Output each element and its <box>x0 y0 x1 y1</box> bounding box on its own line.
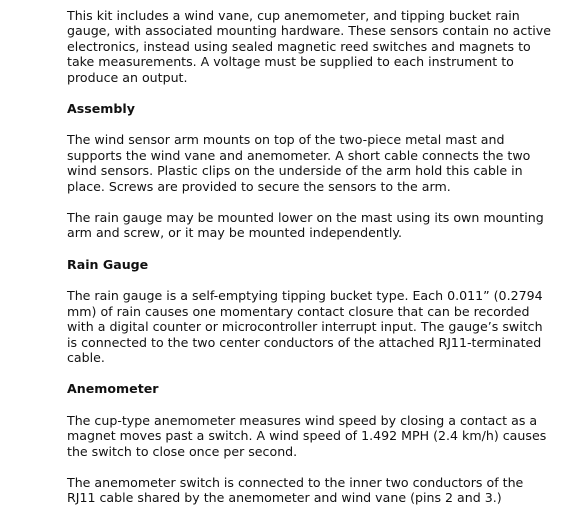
document-page <box>67 8 553 522</box>
intro-paragraph: This kit includes a wind vane, cup anemometer, and tipping bucket rain gauge, with associated mounting hardware. These sensors contain no active electronics, instead using sealed magnetic reed switches and magnets to take measurements. A voltage must be supplied to each instrument to produce an output. <box>67 8 551 85</box>
anemometer-paragraph-1: The cup-type anemometer measures wind speed by closing a contact as a magnet moves past a switch. A wind speed of 1.492 MPH (2.4 km/h) causes the switch to close once per second. <box>67 412 547 459</box>
assembly-heading: Assembly <box>67 101 135 117</box>
assembly-paragraph-2: The rain gauge may be mounted lower on the mast using its own mounting arm and screw, or it may be mounted independently. <box>67 210 544 241</box>
rain-gauge-heading: Rain Gauge <box>67 256 149 272</box>
assembly-paragraph-1: The wind sensor arm mounts on top of the two-piece metal mast and supports the wind vane and anemometer. A short cable connects the two wind sensors. Plastic clips on the underside of the arm hold this cable in place. Screws are provided to secure the sensors to the arm. <box>67 132 531 194</box>
rain-gauge-paragraph: The rain gauge is a self-emptying tipping bucket type. Each 0.011” (0.2794 mm) of rain causes one momentary contact closure that can be recorded with a digital counter or microcontroller interrupt input. The gauge’s switch is connected to the two center conductors of the attached RJ11-terminated cable. <box>67 288 543 365</box>
anemometer-paragraph-2: The anemometer switch is connected to the inner two conductors of the RJ11 cable shared by the anemometer and wind vane (pins 2 and 3.) <box>67 474 524 506</box>
anemometer-heading: Anemometer <box>67 381 159 397</box>
